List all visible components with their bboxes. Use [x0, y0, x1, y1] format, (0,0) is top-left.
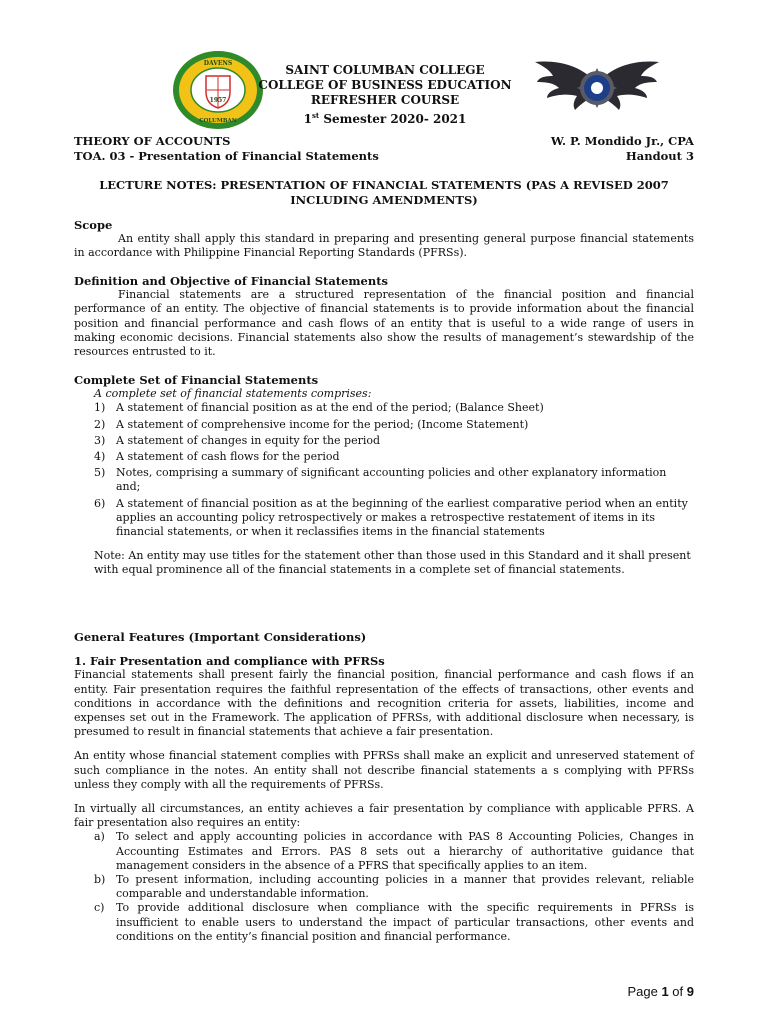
lecture-title: LECTURE NOTES: PRESENTATION OF FINANCIAL STATEMENTS (PAS A REVISED 2007 INCLUDING AMENDMENTS)	[99, 178, 669, 207]
fair-presentation-list	[74, 830, 694, 944]
handout-number: Handout 3	[625, 149, 694, 163]
list-item: 6) A statement of financial position as at the beginning of the earliest comparative period when an entity applies an accounting policy retrospectively or makes a retrospective restatement of items in its financial statements, or when it reclassifies items in the financial statements	[94, 496, 688, 539]
complete-set-note: Note: An entity may use titles for the statement other than those used in this Standard and it shall present with equal prominence all of the financial statements in a complete set of financial statements.	[94, 549, 691, 577]
list-item: c) To provide additional disclosure when compliance with the specific requirements in PFRSs is insufficient to enable users to understand the impact of particular transactions, other events and conditions on the entity’s financial position and financial performance.	[94, 901, 694, 943]
fair-presentation-p2: An entity whose financial statement complies with PFRSs shall make an explicit and unreserved statement of such compliance in the notes. An entity shall not describe financial statements a s complying with PFRSs unless they comply with all the requirements of PFRSs.	[74, 749, 694, 791]
list-item: 3) A statement of changes in equity for the period	[94, 433, 381, 447]
complete-set-heading: Complete Set of Financial Statements	[74, 373, 319, 387]
complete-set-section	[74, 373, 694, 578]
list-item: 5) Notes, comprising a summary of significant accounting policies and other explanatory information and;	[94, 466, 667, 494]
list-item: 2) A statement of comprehensive income for the period; (Income Statement)	[94, 417, 529, 431]
definition-heading: Definition and Objective of Financial Statements	[74, 274, 389, 288]
general-features-section	[74, 630, 694, 944]
topic-title: TOA. 03 - Presentation of Financial Statements	[74, 149, 379, 163]
scope-heading: Scope	[74, 218, 113, 232]
winged-gear-logo	[533, 54, 661, 120]
page-number: Page 1 of 9	[627, 984, 694, 999]
semester: 1st Semester 2020- 2021	[303, 111, 467, 126]
definition-text: Financial statements are a structured representation of the financial position and financial performance of an entity. The objective of financial statements is to provide information about the financial position and financial performance and cash flows of an entity that is useful to a wide range of users in making economic decisions. Financial statements also show the results of management’s stewardship of the resources entrusted to it.	[74, 288, 694, 359]
seal-year-text: 1957	[209, 97, 227, 104]
college-name: SAINT COLUMBAN COLLEGE	[285, 63, 485, 77]
list-item: a) To select and apply accounting policies in accordance with PAS 8 Accounting Policies, Changes in Accounting Estimates and Errors. PAS 8 sets out a hierarchy of authoritative guidance that management considers in the absence of a PFRS that specifically applies to an item.	[94, 830, 694, 872]
list-item: b) To present information, including accounting policies in a manner that provides relevant, reliable comparable and understandable information.	[94, 873, 694, 901]
complete-set-intro: A complete set of financial statements comprises:	[94, 387, 372, 401]
scope-section	[74, 218, 694, 261]
department-name: COLLEGE OF BUSINESS EDUCATION	[258, 78, 512, 92]
list-item: 4) A statement of cash flows for the period	[94, 450, 340, 464]
definition-section	[74, 274, 694, 359]
scope-text: An entity shall apply this standard in preparing and presenting general purpose financial statements in accordance with Philippine Financial Reporting Standards (PFRSs).	[74, 232, 694, 260]
author-name: W. P. Mondido Jr., CPA	[550, 134, 694, 148]
fair-presentation-p1: Financial statements shall present fairly the financial position, financial performance and cash flows if an entity. Fair presentation requires the faithful representation of the effects of transactions, other events and conditions in accordance with the definitions and recognition criteria for assets, liabilities, income and expenses set out in the Framework. The application of PFRSs, with additional disclosure when necessary, is presumed to result in financial statements that achieve a fair presentation.	[74, 668, 694, 739]
seal-top-text: DAVENS	[203, 60, 233, 67]
complete-set-list	[74, 401, 694, 539]
list-item: 1) A statement of financial position as at the end of the period; (Balance Sheet)	[94, 401, 544, 415]
course-name: REFRESHER COURSE	[310, 93, 460, 107]
fair-presentation-heading: 1. Fair Presentation and compliance with PFRSs	[74, 654, 385, 669]
seal-bottom-text: COLUMBAN	[199, 118, 237, 124]
subject-title: THEORY OF ACCOUNTS	[74, 134, 231, 148]
fair-presentation-p3: In virtually all circumstances, an entity achieves a fair presentation by compliance with applicable PFRS. A fair presentation also requires an entity:	[74, 802, 694, 830]
general-features-heading: General Features (Important Considerations)	[74, 630, 367, 644]
